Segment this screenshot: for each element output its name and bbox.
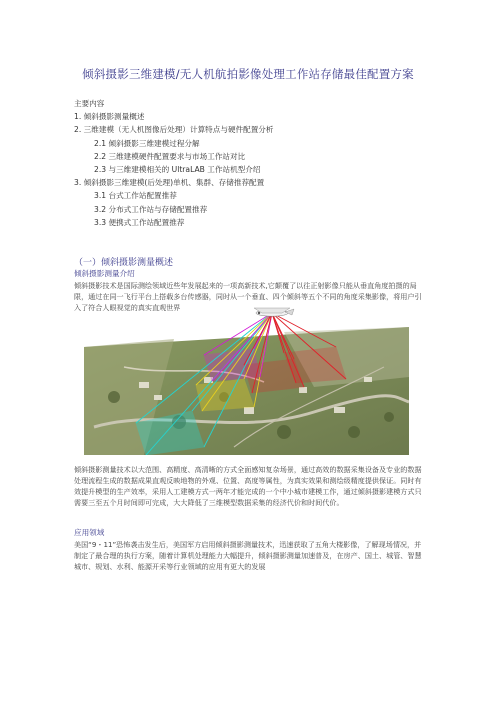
toc-item: 3.2 分布式工作站与存储配置推荐 xyxy=(94,204,208,214)
intro-heading: 倾斜摄影测量介绍 xyxy=(74,269,135,278)
toc-item: 3. 倾斜摄影三维建模(后处理)单机、集群、存储推荐配置 xyxy=(74,178,265,188)
applications-heading: 应用领域 xyxy=(74,528,105,537)
aircraft-icon xyxy=(254,308,294,316)
toc-item: 2.3 与三维建模相关的 UltraLAB 工作站机型介绍 xyxy=(94,165,261,175)
table-of-contents xyxy=(74,97,274,229)
section-title: （一）倾斜摄影测量概述 xyxy=(74,258,174,268)
toc-item: 1. 倾斜摄影测量概述 xyxy=(74,112,145,122)
toc-item: 2. 三维建模（无人机图像后处理）计算特点与硬件配置分析 xyxy=(74,125,274,135)
toc-item: 2.2 三维建模硬件配置要求与市场工作站对比 xyxy=(94,151,246,161)
toc-header: 主要内容 xyxy=(74,99,105,108)
applications-paragraph: 美国“9・11”恐怖袭击发生后，美国军方启用倾斜摄影测量技术，迅速获取了五角大楼影像，了解现场情况，并制定了最合理的执行方案，随着计算机处理能力大幅提升，倾斜摄影测量加速普及，在房产、国土、城管、智慧城市、规划、水利、能源开采等行业领域的应用有更大的发展 xyxy=(74,540,422,571)
figure-description-paragraph: 倾斜摄影测量技术以大范围、高精度、高清晰的方式全面感知复杂场景，通过高效的数据采集设备及专业的数据处理流程生成的数据成果直观反映地物的外观、位置、高度等属性，为真实效果和测绘级精度提供保证。同时有效提升模型的生产效率，采用人工建模方式一两年才能完成的一个中小城市建模工作，通过倾斜摄影建模方式只需要三至五个月时间即可完成，大大降低了三维模型数据采集的经济代价和时间代价。 xyxy=(74,465,422,507)
intro-paragraph: 倾斜摄影技术是国际测绘领域近些年发展起来的一项高新技术,它颠覆了以往正射影像只能从垂直角度拍摄的局限，通过在同一飞行平台上搭载多台传感器，同时从一个垂直、四个倾斜等五个不同的角度采集影像，将用户引入了符合人眼视觉的真实直观世界 xyxy=(74,281,422,312)
toc-item: 2.1 倾斜摄影三维建模过程分解 xyxy=(94,138,200,148)
toc-item: 3.3 便携式工作站配置推荐 xyxy=(94,217,185,227)
page-title: 倾斜摄影三维建模/无人机航拍影像处理工作站存储最佳配置方案 xyxy=(82,67,414,81)
oblique-photography-figure xyxy=(84,307,409,455)
toc-item: 3.1 台式工作站配置推荐 xyxy=(94,191,177,201)
